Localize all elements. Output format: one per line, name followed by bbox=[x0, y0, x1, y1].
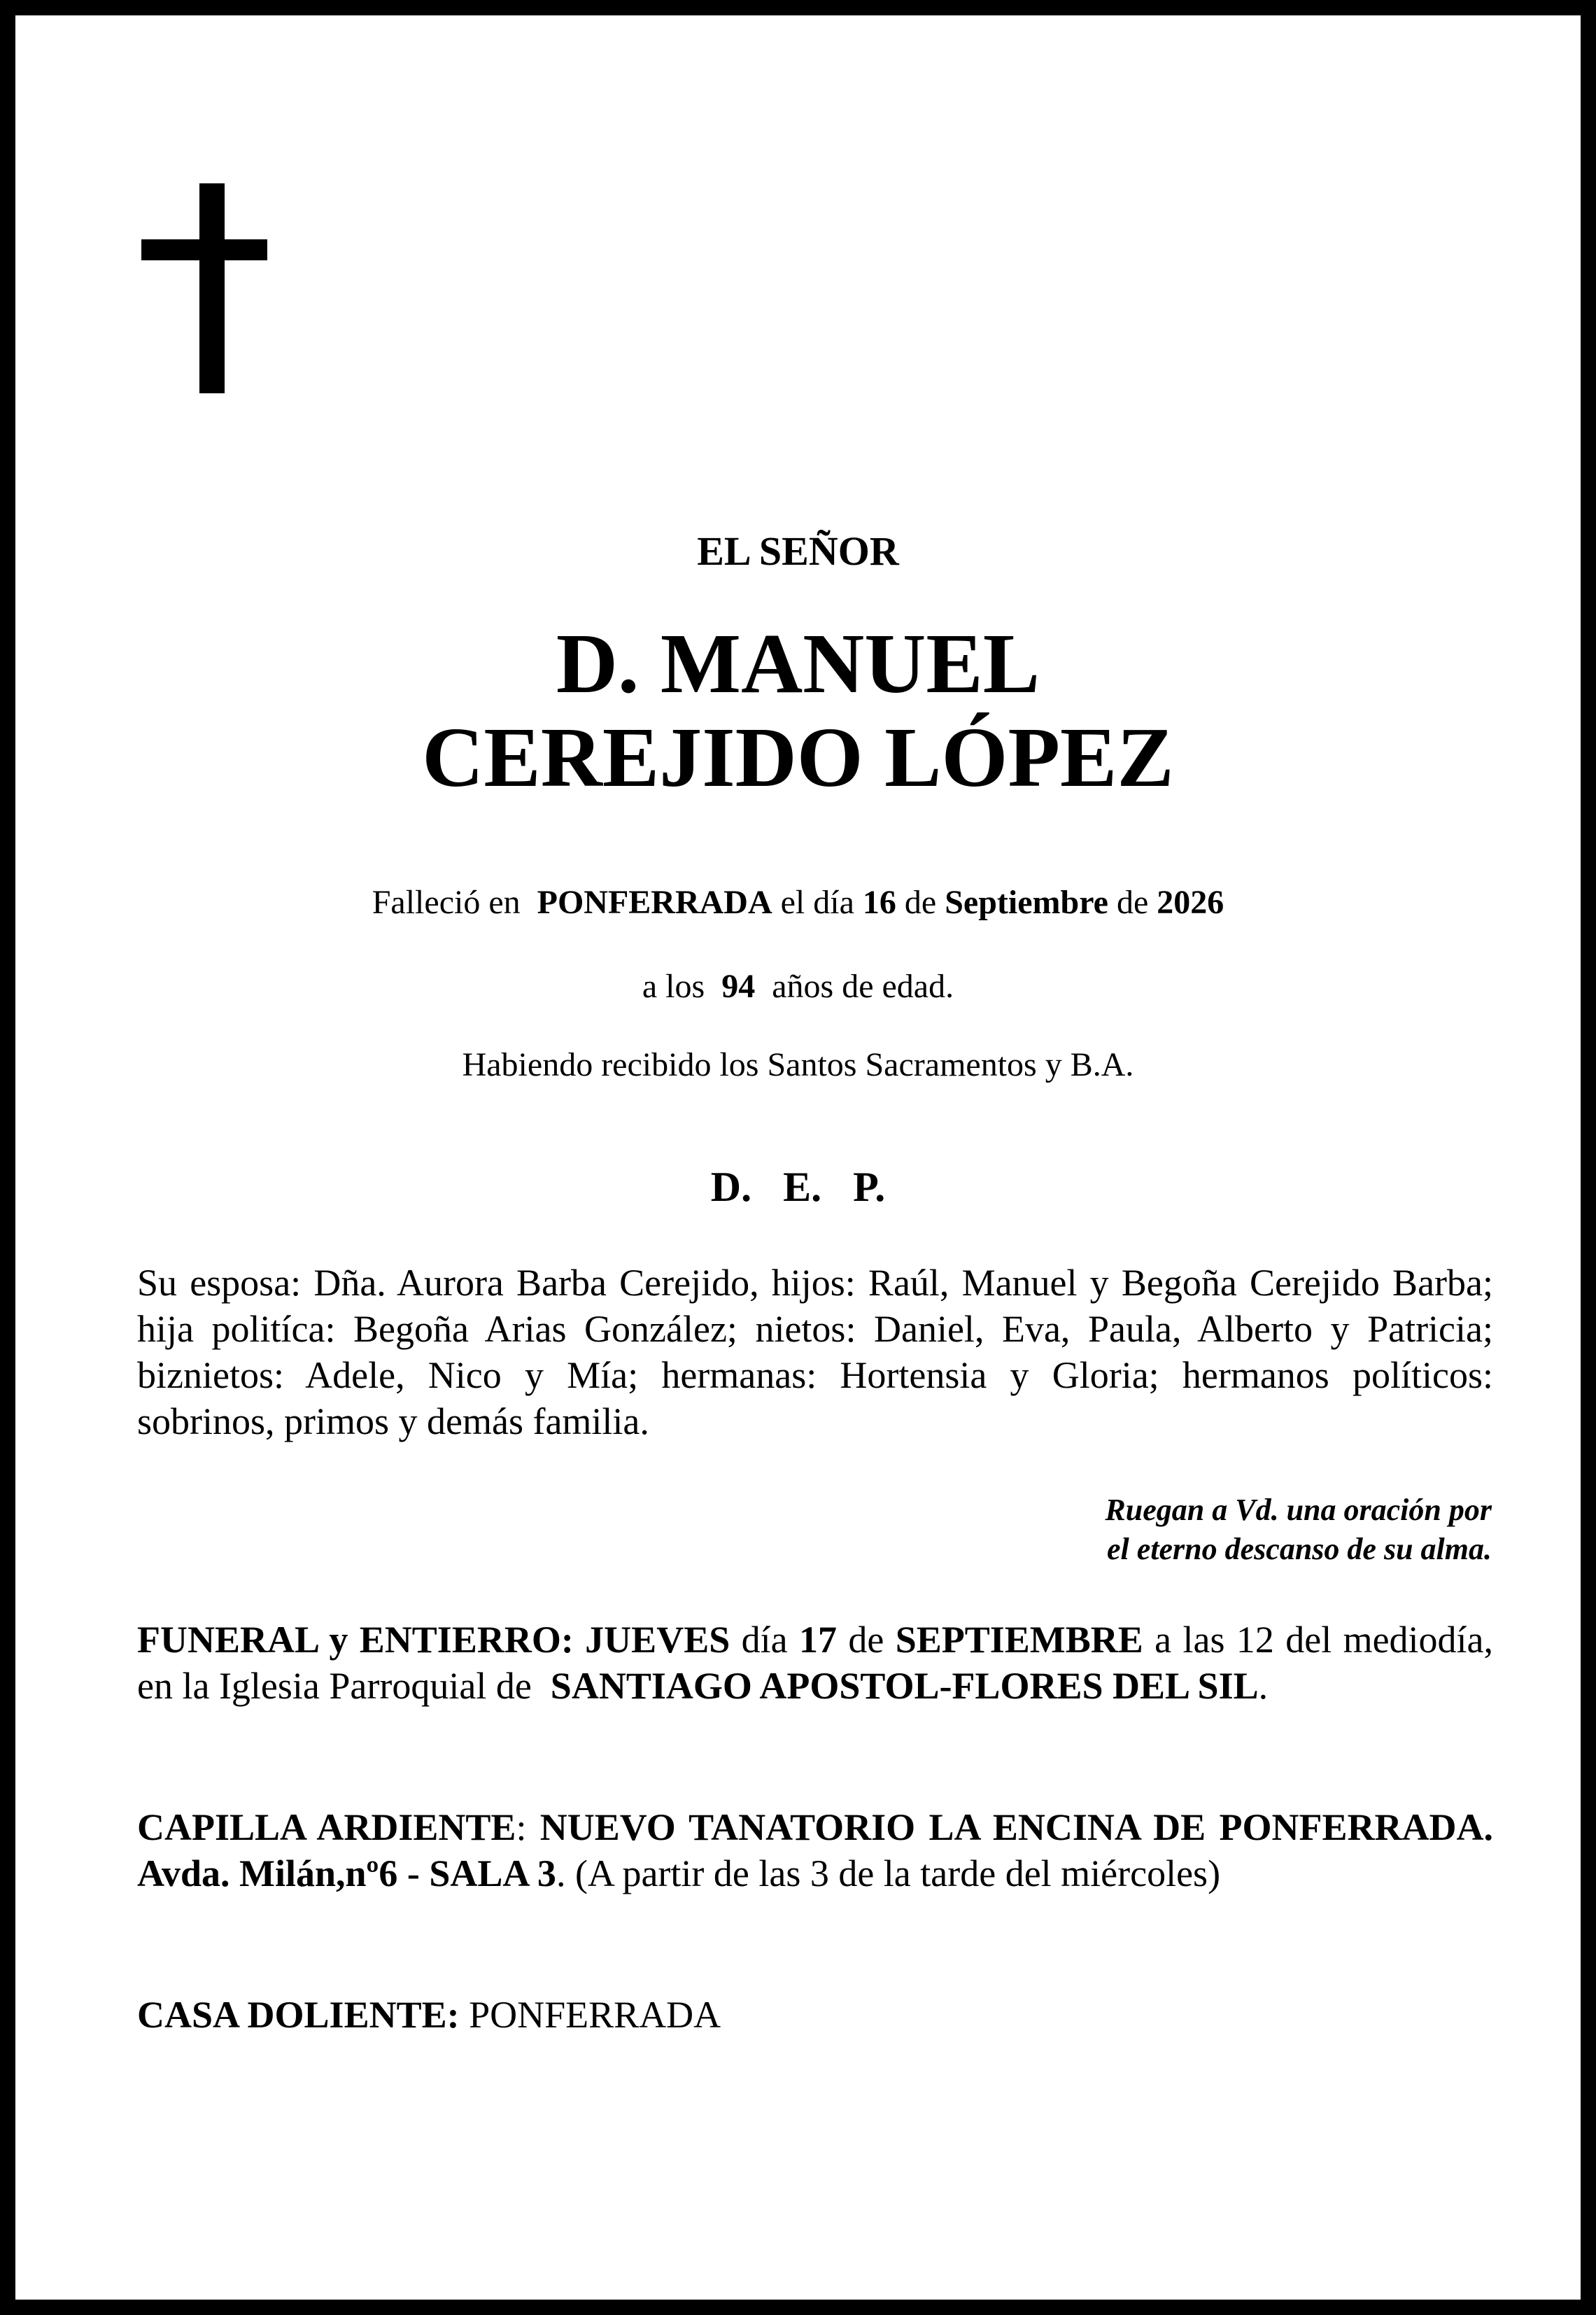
death-month: Septiembre bbox=[945, 884, 1108, 921]
house-paragraph bbox=[137, 1992, 1493, 2038]
house-value: PONFERRADA bbox=[469, 1994, 721, 2036]
family-paragraph: Su esposa: Dña. Aurora Barba Cerejido, hijos: Raúl, Manuel y Begoña Cerejido Barba; hija politíca: Begoña Arias González; nietos: Daniel, Eva, Paula, Alberto y Patricia; biznietos: Adele, Nico y Mía; hermanas: Hortensia y Gloria; hermanos políticos: sobrinos, primos y demás familia. bbox=[137, 1262, 1493, 1442]
funeral-time: a las 12 del mediodía, en la Iglesia Parroquial de bbox=[137, 1619, 1494, 1707]
death-prefix: Falleció en bbox=[372, 884, 521, 921]
deceased-name bbox=[15, 617, 1581, 805]
age-suffix: años de edad. bbox=[772, 968, 954, 1005]
heading: EL SEÑOR bbox=[697, 528, 899, 574]
cross-icon bbox=[141, 183, 267, 393]
death-place: PONFERRADA bbox=[537, 884, 772, 921]
death-day: 16 bbox=[862, 884, 896, 921]
death-year: 2026 bbox=[1157, 884, 1224, 921]
death-info bbox=[15, 883, 1581, 922]
prayer-line-2: el eterno descanso de su alma. bbox=[1107, 1532, 1492, 1566]
house-label: CASA DOLIENTE: bbox=[137, 1994, 460, 2036]
chapel-colon: : bbox=[516, 1806, 527, 1848]
dep-line: D. E. P. bbox=[710, 1164, 886, 1210]
prayer-line-1: Ruegan a Vd. una oración por bbox=[1105, 1493, 1492, 1527]
death-of-1: de bbox=[904, 884, 937, 921]
name-line-1: D. MANUEL bbox=[556, 617, 1040, 711]
prayer-request bbox=[1105, 1491, 1492, 1569]
age-value: 94 bbox=[721, 968, 756, 1005]
obituary-page bbox=[15, 15, 1581, 2300]
funeral-day: 17 bbox=[798, 1619, 837, 1661]
funeral-of: de bbox=[848, 1619, 884, 1661]
chapel-label: CAPILLA ARDIENTE bbox=[137, 1806, 516, 1848]
funeral-paragraph bbox=[137, 1617, 1493, 1709]
name-line-2: CEREJIDO LÓPEZ bbox=[422, 710, 1174, 805]
chapel-place: NUEVO TANATORIO LA ENCINA DE PONFERRADA. Avda. Milán,nº6 - SALA 3 bbox=[137, 1806, 1493, 1894]
age-info bbox=[15, 967, 1581, 1006]
funeral-month: SEPTIEMBRE bbox=[895, 1619, 1143, 1661]
sacraments-line: Habiendo recibido los Santos Sacramentos y B.A. bbox=[462, 1046, 1134, 1083]
chapel-paragraph bbox=[137, 1804, 1493, 1897]
death-day-prefix: el día bbox=[780, 884, 854, 921]
age-prefix: a los bbox=[642, 968, 705, 1005]
funeral-church: SANTIAGO APOSTOL-FLORES DEL SIL bbox=[550, 1665, 1259, 1707]
funeral-end: . bbox=[1258, 1665, 1269, 1707]
funeral-label: FUNERAL y ENTIERRO: JUEVES bbox=[137, 1619, 730, 1661]
chapel-note: . (A partir de las 3 de la tarde del miércoles) bbox=[556, 1852, 1221, 1894]
death-of-2: de bbox=[1116, 884, 1149, 921]
funeral-day-word: día bbox=[741, 1619, 788, 1661]
